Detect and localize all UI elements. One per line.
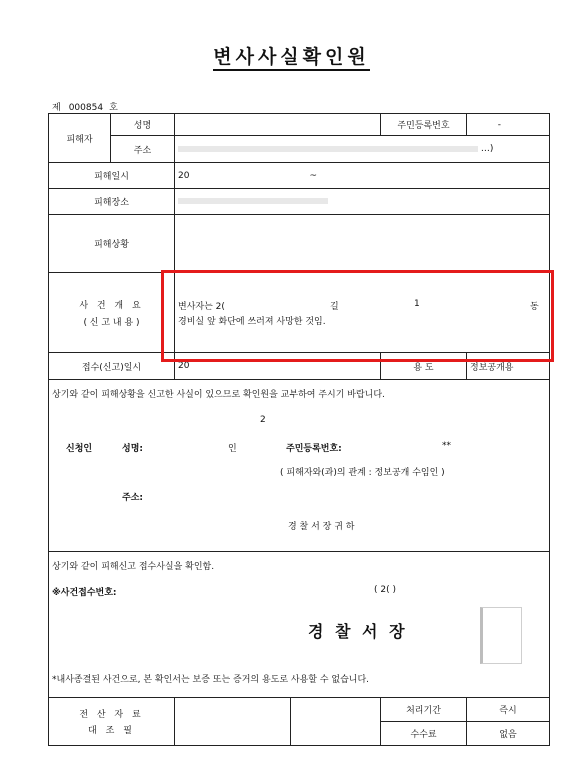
case-summary-label: 사 건 개 요 ( 신 고 내 용 ) (49, 273, 175, 353)
applicant-id-label: 주민등록번호: (286, 444, 342, 454)
case-number-value: ( 2( ) (374, 585, 396, 595)
application-statement: 상기와 같이 피해상황을 신고한 사실이 있으므로 확인원을 교부하여 주시기 바랍니다. (52, 390, 385, 400)
issuer-signature: 경 찰 서 장 (308, 622, 408, 641)
incident-date-label: 피해일시 (49, 163, 175, 189)
victim-name-value (175, 114, 381, 136)
official-seal-stamp (480, 607, 522, 664)
processing-period-label: 처리기간 (381, 698, 467, 722)
incident-place-value (175, 189, 550, 215)
confirmation-statement: 상기와 같이 피해신고 접수사실을 확인함. (52, 562, 215, 572)
receipt-date-value: 20 (175, 353, 381, 380)
usage-notice: *내사종결된 사건으로, 본 확인서는 보증 또는 증거의 용도로 사용할 수 없습니다. (52, 675, 370, 685)
applicant-name-label: 성명: (122, 444, 143, 454)
incident-date-value: 20 ~ (175, 163, 550, 189)
application-section (49, 380, 550, 552)
fee-value: 없음 (467, 722, 550, 746)
victim-address-value: …) (175, 136, 550, 163)
application-date: 2 (260, 415, 266, 425)
victim-address-label: 주소 (111, 136, 175, 163)
damage-status-label: 피해상황 (49, 215, 175, 273)
purpose-label: 용 도 (381, 353, 467, 380)
applicant-relation: ( 피해자와(과)의 관계 : 정보공개 수임인 ) (280, 468, 445, 478)
applicant-label: 신청인 (66, 444, 93, 454)
victim-name-label: 성명 (111, 114, 175, 136)
confirmation-section (49, 552, 550, 698)
case-summary-text: 변사자는 2( 길 1 동 경비실 앞 화단에 쓰러져 사망한 것임. (175, 273, 550, 353)
document-title: 변사사실확인원 (0, 42, 583, 69)
fee-label: 수수료 (381, 722, 467, 746)
applicant-id-value: ** (442, 441, 451, 451)
document-number: 제 000854 호 (52, 103, 118, 113)
victim-label: 피해자 (49, 114, 111, 163)
addressee: 경 찰 서 장 귀 하 (288, 522, 355, 532)
purpose-value: 정보공개용 (467, 353, 550, 380)
records-check-label: 전 산 자 료 대 조 필 (49, 698, 175, 746)
victim-id-label: 주민등록번호 (381, 114, 467, 136)
damage-status-value (175, 215, 550, 273)
applicant-address-label: 주소: (122, 493, 143, 503)
case-number-label: ※사건접수번호: (52, 588, 117, 598)
confirmation-form (48, 113, 550, 746)
incident-place-label: 피해장소 (49, 189, 175, 215)
receipt-date-label: 접수(신고)일시 (49, 353, 175, 380)
applicant-seal: 인 (228, 444, 237, 454)
records-check-box-2 (291, 698, 381, 746)
records-check-box-1 (175, 698, 291, 746)
victim-id-value: - (467, 114, 550, 136)
processing-period-value: 즉시 (467, 698, 550, 722)
